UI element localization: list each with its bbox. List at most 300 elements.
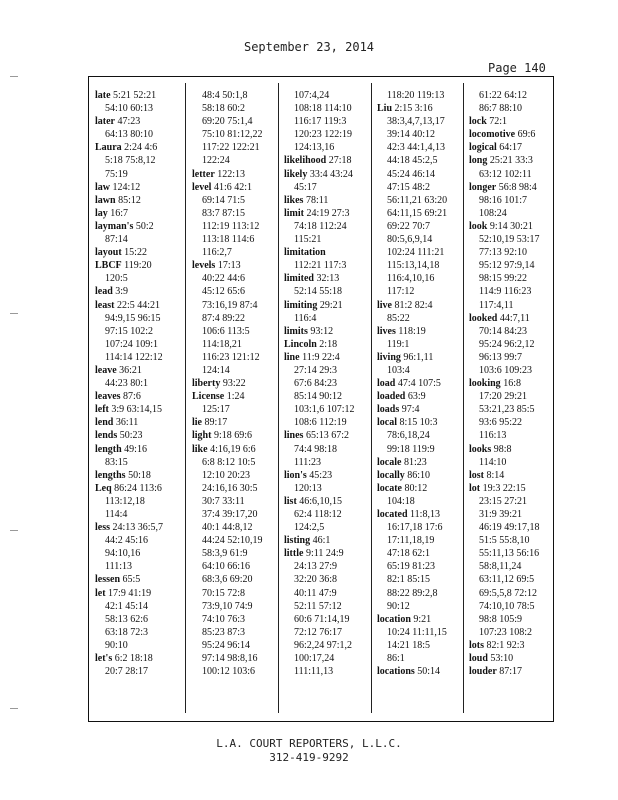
index-column-1 <box>95 89 185 678</box>
index-continuation: 80:5,6,9,14 <box>387 234 433 246</box>
index-continuation: 106:6 113:5 <box>202 325 250 337</box>
index-continuation: 64:13 80:10 <box>105 129 154 141</box>
index-entry: locate 80:12 <box>377 482 428 494</box>
index-headword: light <box>192 430 212 442</box>
index-continuation: 74:10 76:3 <box>202 613 246 625</box>
index-continuation: 116:4,10,16 <box>387 273 435 285</box>
index-entry: Liu 2:15 3:16 <box>377 103 433 115</box>
index-entry: locally 86:10 <box>377 469 431 481</box>
index-continuation: 112:19 113:12 <box>202 220 260 232</box>
index-continuation: 17:20 29:21 <box>479 391 528 403</box>
index-headword: located <box>377 509 408 520</box>
index-headword: lends <box>95 430 118 442</box>
index-headword: looking <box>469 378 501 390</box>
index-entry: less 24:13 36:5,7 <box>95 522 164 534</box>
index-continuation: 120:13 <box>294 482 322 494</box>
index-entry: let 17:9 41:19 <box>95 587 152 599</box>
index-entry: lessen 65:5 <box>95 574 141 586</box>
index-continuation: 58:18 60:2 <box>202 103 246 115</box>
index-continuation: 54:10 60:13 <box>105 103 154 115</box>
index-entry: listing 46:1 <box>284 535 331 547</box>
index-continuation: 69:20 75:1,4 <box>202 116 253 128</box>
index-entry: Lincoln 2:18 <box>284 338 338 350</box>
index-continuation: 64:11,15 69:21 <box>387 207 448 219</box>
index-entry: longer 56:8 98:4 <box>469 181 537 193</box>
index-headword: location <box>377 613 411 625</box>
index-headword: looked <box>469 312 498 324</box>
index-continuation: 73:16,19 87:4 <box>202 299 258 311</box>
index-entry: lock 72:1 <box>469 116 508 128</box>
index-continuation: 108:6 112:19 <box>294 417 347 429</box>
index-entry: lengths 50:18 <box>95 469 151 481</box>
index-headword: long <box>469 155 488 167</box>
index-headword: lead <box>95 286 113 298</box>
index-headword: level <box>192 181 212 193</box>
index-continuation: 38:3,4,7,13,17 <box>387 116 445 128</box>
index-continuation: 83:7 87:15 <box>202 207 246 219</box>
footer-phone: 312-419-9292 <box>269 751 349 764</box>
index-continuation: 107:24 109:1 <box>105 338 159 350</box>
index-continuation: 45:17 <box>294 181 317 193</box>
index-headword: little <box>284 548 304 560</box>
index-headword: likelihood <box>284 155 327 167</box>
index-continuation: 95:12 97:9,14 <box>479 260 535 272</box>
index-entry: left 3:9 63:14,15 <box>95 404 162 416</box>
index-continuation: 68:3,6 69:20 <box>202 574 253 586</box>
index-headword: levels <box>192 260 216 272</box>
index-continuation: 115:13,14,18 <box>387 260 440 272</box>
index-continuation: 100:17,24 <box>294 653 335 665</box>
index-continuation: 74:18 112:24 <box>294 220 347 232</box>
index-headword: like <box>192 443 208 455</box>
index-entry: likes 78:11 <box>284 194 329 206</box>
index-headword: lines <box>284 430 304 442</box>
index-entry: limits 93:12 <box>284 325 334 337</box>
index-continuation: 16:17,18 17:6 <box>387 522 443 534</box>
margin-mark <box>10 313 18 314</box>
index-entry: lead 3:9 <box>95 286 129 298</box>
index-headword: lot <box>469 482 481 494</box>
index-entry: look 9:14 30:21 <box>469 220 533 232</box>
index-continuation: 104:18 <box>387 495 415 507</box>
index-continuation: 114:14 122:12 <box>105 351 163 363</box>
index-continuation: 5:18 75:8,12 <box>105 155 156 167</box>
index-entry: layout 15:22 <box>95 247 147 259</box>
index-continuation: 72:12 76:17 <box>294 626 343 638</box>
index-headword: License <box>192 391 225 403</box>
index-continuation: 73:9,10 74:9 <box>202 600 253 612</box>
column-divider <box>185 83 186 713</box>
index-continuation: 47:18 62:1 <box>387 548 431 560</box>
index-continuation: 85:14 90:12 <box>294 391 343 403</box>
index-continuation: 31:9 39:21 <box>479 509 523 520</box>
index-headword: lock <box>469 116 487 128</box>
index-continuation: 40:1 44:8,12 <box>202 522 253 534</box>
index-continuation: 124:13,16 <box>294 142 335 154</box>
index-entry: limit 24:19 27:3 <box>284 207 350 219</box>
index-entry: Leq 86:24 113:6 <box>95 482 162 494</box>
index-entry: lawn 85:12 <box>95 194 141 206</box>
index-entry: letter 122:13 <box>192 168 246 180</box>
index-headword: likely <box>284 168 308 180</box>
index-headword: limited <box>284 273 314 285</box>
index-headword: lots <box>469 639 484 651</box>
margin-mark <box>10 76 18 77</box>
index-continuation: 94:9,15 96:15 <box>105 312 161 324</box>
index-headword: leave <box>95 364 117 376</box>
index-continuation: 44:2 45:16 <box>105 535 149 547</box>
index-column-4 <box>377 89 467 678</box>
index-entry: live 81:2 82:4 <box>377 299 433 311</box>
index-continuation: 107:23 108:2 <box>479 626 533 638</box>
index-continuation: 112:21 117:3 <box>294 260 347 272</box>
index-headword: lessen <box>95 574 120 586</box>
index-headword: loads <box>377 404 400 416</box>
index-headword: layout <box>95 247 122 259</box>
index-continuation: 45:24 46:14 <box>387 168 436 180</box>
index-headword: locally <box>377 469 405 481</box>
index-continuation: 100:12 103:6 <box>202 666 256 678</box>
index-headword: left <box>95 404 109 416</box>
index-entry: looked 44:7,11 <box>469 312 530 324</box>
index-headword: limitation <box>284 247 326 259</box>
index-headword: load <box>377 378 396 390</box>
index-continuation: 116:4 <box>294 312 317 324</box>
index-continuation: 124:14 <box>202 364 230 376</box>
index-continuation: 44:23 80:1 <box>105 378 149 390</box>
index-entry <box>284 246 374 259</box>
index-continuation: 124:2,5 <box>294 522 325 534</box>
index-entry: let's 6:2 18:18 <box>95 653 153 665</box>
index-continuation: 60:6 71:14,19 <box>294 613 350 625</box>
index-headword: live <box>377 299 392 311</box>
index-entry: later 47:23 <box>95 116 141 128</box>
index-continuation: 85:23 87:3 <box>202 626 246 638</box>
index-headword: local <box>377 417 397 429</box>
index-entry: like 4:16,19 6:6 <box>192 443 256 455</box>
index-entry: little 9:11 24:9 <box>284 548 344 560</box>
index-entry: leaves 87:6 <box>95 391 141 403</box>
index-entry: layman's 50:2 <box>95 220 154 232</box>
index-continuation: 117:22 122:21 <box>202 142 260 154</box>
index-entry: location 9:21 <box>377 613 432 625</box>
index-headword: let's <box>95 653 113 665</box>
index-continuation: 10:24 11:11,15 <box>387 626 447 638</box>
index-continuation: 14:21 18:5 <box>387 639 431 651</box>
index-entry: looks 98:8 <box>469 443 512 455</box>
index-continuation: 63:18 72:3 <box>105 626 149 638</box>
index-continuation: 6:8 8:12 10:5 <box>202 456 256 468</box>
index-headword: leaves <box>95 391 121 403</box>
index-continuation: 30:7 33:11 <box>202 495 245 507</box>
index-entry: lots 82:1 92:3 <box>469 639 525 651</box>
index-entry: lends 50:23 <box>95 430 143 442</box>
index-entry: load 47:4 107:5 <box>377 378 441 390</box>
index-continuation: 120:23 122:19 <box>294 129 353 141</box>
index-headword: lend <box>95 417 114 429</box>
index-headword: Liu <box>377 103 393 115</box>
index-continuation: 118:20 119:13 <box>387 90 445 101</box>
index-headword: locomotive <box>469 129 516 141</box>
index-continuation: 116:13 <box>479 430 507 442</box>
index-entry: limited 32:13 <box>284 273 340 285</box>
index-headword: logical <box>469 142 497 154</box>
index-headword: limit <box>284 207 304 219</box>
index-headword: less <box>95 522 110 534</box>
index-headword: locate <box>377 482 402 494</box>
index-entry: logical 64:17 <box>469 142 523 154</box>
index-entry: light 9:18 69:6 <box>192 430 253 442</box>
column-divider <box>463 83 464 713</box>
index-headword: lion's <box>284 469 307 481</box>
index-headword: let <box>95 587 106 599</box>
index-continuation: 83:15 <box>105 456 128 468</box>
index-continuation: 40:22 44:6 <box>202 273 246 285</box>
index-headword: letter <box>192 168 215 180</box>
index-frame <box>88 76 554 722</box>
index-continuation: 94:10,16 <box>105 548 141 560</box>
index-headword: Laura <box>95 142 122 154</box>
index-entry: looking 16:8 <box>469 378 521 390</box>
index-continuation: 102:24 111:21 <box>387 247 445 259</box>
index-continuation: 85:22 <box>387 312 410 324</box>
index-continuation: 58:3,9 61:9 <box>202 548 248 560</box>
index-continuation: 44:24 52:10,19 <box>202 535 263 547</box>
index-headword: later <box>95 116 115 128</box>
index-continuation: 97:14 98:8,16 <box>202 653 258 665</box>
index-continuation: 90:12 <box>387 600 410 612</box>
index-continuation: 115:21 <box>294 234 322 246</box>
index-entry: lines 65:13 67:2 <box>284 430 350 442</box>
index-entry: lost 8:14 <box>469 469 505 481</box>
index-continuation: 23:15 27:21 <box>479 495 528 507</box>
index-continuation: 75:10 81:12,22 <box>202 129 263 141</box>
index-entry: lion's 45:23 <box>284 469 333 481</box>
index-continuation: 87:14 <box>105 234 128 246</box>
index-continuation: 32:20 36:8 <box>294 574 338 586</box>
index-entry: locations 50:14 <box>377 666 441 678</box>
index-continuation: 108:18 114:10 <box>294 103 352 115</box>
index-headword: listing <box>284 535 311 547</box>
transcript-date: September 23, 2014 <box>243 40 375 54</box>
index-entry: least 22:5 44:21 <box>95 299 161 311</box>
index-continuation: 56:11,21 63:20 <box>387 194 448 206</box>
index-entry: long 25:21 33:3 <box>469 155 533 167</box>
index-headword: length <box>95 443 122 455</box>
index-headword: loud <box>469 653 488 665</box>
index-headword: list <box>284 495 297 507</box>
index-headword: line <box>284 351 300 363</box>
index-headword: likes <box>284 194 304 206</box>
index-entry: located 11:8,13 <box>377 509 440 520</box>
index-continuation: 86:7 88:10 <box>479 103 523 115</box>
index-headword: late <box>95 90 111 101</box>
index-headword: least <box>95 299 115 311</box>
index-entry: Laura 2:24 4:6 <box>95 142 158 154</box>
index-headword: lengths <box>95 469 126 481</box>
index-entry: locomotive 69:6 <box>469 129 536 141</box>
index-continuation: 113:18 114:6 <box>202 234 255 246</box>
index-entry: likely 33:4 43:24 <box>284 168 353 180</box>
index-column-3 <box>284 89 374 678</box>
index-continuation: 86:1 <box>387 653 405 665</box>
index-continuation: 58:8,11,24 <box>479 561 522 573</box>
index-entry: list 46:6,10,15 <box>284 495 343 507</box>
index-continuation: 42:1 45:14 <box>105 600 149 612</box>
index-continuation: 40:11 47:9 <box>294 587 337 599</box>
index-continuation: 47:15 48:2 <box>387 181 431 193</box>
margin-mark <box>10 708 18 709</box>
index-entry: louder 87:17 <box>469 666 523 678</box>
column-divider <box>371 83 372 713</box>
index-continuation: 70:14 84:23 <box>479 325 528 337</box>
index-headword: look <box>469 220 488 232</box>
index-continuation: 82:1 85:15 <box>387 574 431 586</box>
index-continuation: 99:18 119:9 <box>387 443 435 455</box>
index-continuation: 103:4 <box>387 364 410 376</box>
index-headword: LBCF <box>95 260 122 272</box>
index-continuation: 114:9 116:23 <box>479 286 532 298</box>
index-entry: late 5:21 52:21 <box>95 90 157 101</box>
index-continuation: 53:21,23 85:5 <box>479 404 535 416</box>
index-continuation: 96:2,24 97:1,2 <box>294 639 353 651</box>
index-continuation: 95:24 96:14 <box>202 639 251 651</box>
index-entry: levels 17:13 <box>192 260 241 272</box>
index-headword: looks <box>469 443 492 455</box>
index-continuation: 114:4 <box>105 509 128 520</box>
index-continuation: 69:14 71:5 <box>202 194 246 206</box>
index-entry: level 41:6 42:1 <box>192 181 252 193</box>
index-continuation: 64:10 66:16 <box>202 561 251 573</box>
index-entry: loads 97:4 <box>377 404 420 416</box>
index-continuation: 63:11,12 69:5 <box>479 574 535 586</box>
page-number: Page 140 <box>488 61 546 75</box>
index-headword: layman's <box>95 220 134 232</box>
index-entry: likelihood 27:18 <box>284 155 352 167</box>
index-entry: lie 89:17 <box>192 417 228 429</box>
index-continuation: 108:24 <box>479 207 507 219</box>
index-continuation: 44:18 45:2,5 <box>387 155 438 167</box>
index-continuation: 96:13 99:7 <box>479 351 523 363</box>
index-continuation: 95:24 96:2,12 <box>479 338 535 350</box>
index-continuation: 98:16 101:7 <box>479 194 528 206</box>
index-continuation: 17:11,18,19 <box>387 535 435 547</box>
index-headword: living <box>377 351 401 363</box>
index-continuation: 39:14 40:12 <box>387 129 436 141</box>
index-continuation: 74:10,10 78:5 <box>479 600 535 612</box>
index-continuation: 51:5 55:8,10 <box>479 535 530 547</box>
index-continuation: 111:23 <box>294 456 322 468</box>
index-entry: LBCF 119:20 <box>95 260 152 272</box>
index-headword: louder <box>469 666 497 678</box>
index-headword: limiting <box>284 299 318 311</box>
index-entry: living 96:1,11 <box>377 351 434 363</box>
index-continuation: 116:2,7 <box>202 247 232 259</box>
index-entry: License 1:24 <box>192 391 245 403</box>
index-headword: loaded <box>377 391 406 403</box>
index-continuation: 63:12 102:11 <box>479 168 532 180</box>
index-headword: Leq <box>95 482 112 494</box>
index-continuation: 107:4,24 <box>294 90 330 101</box>
index-entry: law 124:12 <box>95 181 141 193</box>
index-continuation: 24:13 27:9 <box>294 561 338 573</box>
index-continuation: 113:12,18 <box>105 495 145 507</box>
index-continuation: 58:13 62:6 <box>105 613 149 625</box>
index-continuation: 111:11,13 <box>294 666 334 678</box>
index-headword: law <box>95 181 110 193</box>
index-continuation: 27:14 29:3 <box>294 364 338 376</box>
index-continuation: 111:13 <box>105 561 133 573</box>
index-continuation: 125:17 <box>202 404 230 416</box>
index-entry: lives 118:19 <box>377 325 426 337</box>
index-continuation: 46:19 49:17,18 <box>479 522 540 534</box>
index-continuation: 75:19 <box>105 168 128 180</box>
index-headword: locations <box>377 666 415 678</box>
index-continuation: 77:13 92:10 <box>479 247 528 259</box>
index-continuation: 78:6,18,24 <box>387 430 430 442</box>
column-divider <box>278 83 279 713</box>
index-continuation: 24:16,16 30:5 <box>202 482 258 494</box>
index-entry: line 11:9 22:4 <box>284 351 340 363</box>
index-continuation: 52:11 57:12 <box>294 600 342 612</box>
index-headword: liberty <box>192 378 221 390</box>
index-column-2 <box>192 89 282 678</box>
index-continuation: 70:15 72:8 <box>202 587 246 599</box>
index-continuation: 37:4 39:17,20 <box>202 509 258 520</box>
index-entry: length 49:16 <box>95 443 147 455</box>
index-continuation: 69:5,5,8 72:12 <box>479 587 538 599</box>
index-continuation: 114:18,21 <box>202 338 242 350</box>
index-entry: loud 53:10 <box>469 653 514 665</box>
index-continuation: 117:12 <box>387 286 415 298</box>
index-headword: lie <box>192 417 202 429</box>
index-entry: loaded 63:9 <box>377 391 426 403</box>
index-continuation: 48:4 50:1,8 <box>202 90 248 101</box>
index-continuation: 119:1 <box>387 338 410 350</box>
margin-mark <box>10 530 18 531</box>
index-continuation: 98:15 99:22 <box>479 273 528 285</box>
index-continuation: 45:12 65:6 <box>202 286 246 298</box>
index-continuation: 116:17 119:3 <box>294 116 347 128</box>
index-entry: liberty 93:22 <box>192 378 246 390</box>
index-continuation: 117:4,11 <box>479 299 514 311</box>
index-continuation: 12:10 20:23 <box>202 469 251 481</box>
index-entry: leave 36:21 <box>95 364 142 376</box>
index-continuation: 61:22 64:12 <box>479 90 528 101</box>
index-headword: Lincoln <box>284 338 317 350</box>
index-continuation: 20:7 28:17 <box>105 666 149 678</box>
index-entry: limiting 29:21 <box>284 299 343 311</box>
footer-company: L.A. COURT REPORTERS, L.L.C. <box>216 737 402 750</box>
index-continuation: 98:8 105:9 <box>479 613 523 625</box>
index-headword: lost <box>469 469 484 481</box>
index-continuation: 69:22 70:7 <box>387 220 431 232</box>
index-continuation: 67:6 84:23 <box>294 378 338 390</box>
index-entry: lot 19:3 22:15 <box>469 482 526 494</box>
index-continuation: 114:10 <box>479 456 507 468</box>
index-headword: locale <box>377 456 402 468</box>
index-headword: longer <box>469 181 497 193</box>
index-continuation: 65:19 81:23 <box>387 561 436 573</box>
index-entry: local 8:15 10:3 <box>377 417 438 429</box>
index-entry: locale 81:23 <box>377 456 427 468</box>
index-continuation: 55:11,13 56:16 <box>479 548 540 560</box>
index-headword: lay <box>95 207 108 219</box>
index-continuation: 74:4 98:18 <box>294 443 338 455</box>
index-continuation: 103:6 109:23 <box>479 364 533 376</box>
index-continuation: 62:4 118:12 <box>294 509 342 520</box>
index-continuation: 93:6 95:22 <box>479 417 523 429</box>
